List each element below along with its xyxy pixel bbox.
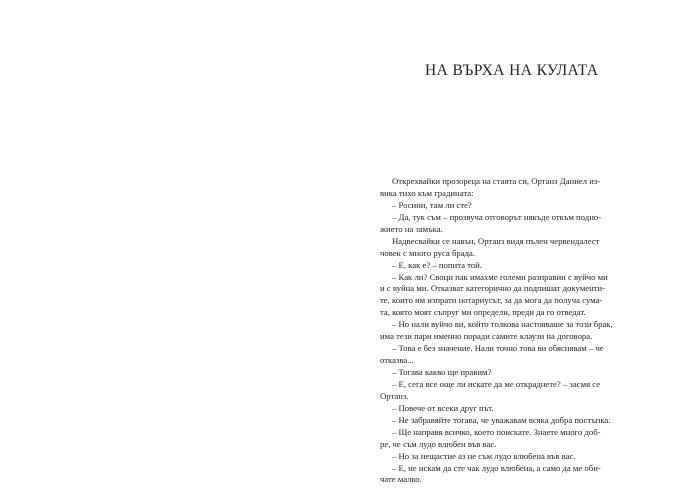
text-line: ре, че съм лудо влюбен във вас. [380, 438, 497, 449]
text-line: отказва... [380, 355, 414, 366]
text-line: човек с много руса брада. [380, 247, 476, 258]
text-line: жието на замъка. [380, 223, 443, 234]
text-line: – Повече от всеки друг път. [392, 402, 494, 413]
text-line: Ортанз. [380, 390, 409, 401]
text-line: – Е, не искам да сте чак лудо влюбена, а само да ме оби- [392, 462, 601, 473]
chapter-title: НА ВЪРХА НА КУЛАТА [425, 62, 599, 79]
text-line: – Е, сега все още ли искате да ме откраднете? – засмя се [392, 378, 601, 389]
body-text [380, 176, 613, 486]
text-line: Открехвайки прозореца на стаята си, Ортанз Даниел из- [392, 176, 601, 186]
text-line: – Тогава какво ще правим? [392, 367, 492, 377]
text-line: – Да, тук съм – прозвуча отговорът някъде откъм подно- [392, 211, 602, 222]
text-line: Надвесвайки се навън, Ортанз видя пълен червендалест [392, 235, 600, 246]
text-line: – Но нали вуйчо ви, който толкова настояваше за този брак, [392, 319, 613, 330]
text-line: и с вуйна ми. Отказват категорично да подпишат документи- [380, 283, 606, 294]
text-line: – Ще направя всичко, което поискате. Знаете много доб- [392, 426, 601, 437]
text-line: – Как ли? Своцн пак имахме големи разправии с вуйчо ми [392, 271, 608, 282]
text-line: – Не забравяйте тогава, че уважавам всяка добра постъпка. [392, 414, 611, 425]
text-line: чате малко. [380, 474, 422, 485]
text-line: – Но за нещастие аз не съм лудо влюбена във вас. [392, 450, 576, 461]
text-line: – Росини, там ли сте? [392, 199, 472, 210]
text-line: те, които им изпрати нотариусът, за да мога да получа сума- [380, 295, 603, 306]
text-line: вика тихо към градината: [380, 187, 474, 198]
text-line: та, която моят съпруг ми определи, преди да го отведат. [380, 307, 586, 318]
text-line: – Е, как е? – попита той. [392, 259, 482, 270]
text-line: – Това е без значение. Нали точно това ви обяснявам – че [392, 343, 604, 354]
text-line: има тези пари именно поради самите клаузи на договора. [380, 331, 593, 342]
